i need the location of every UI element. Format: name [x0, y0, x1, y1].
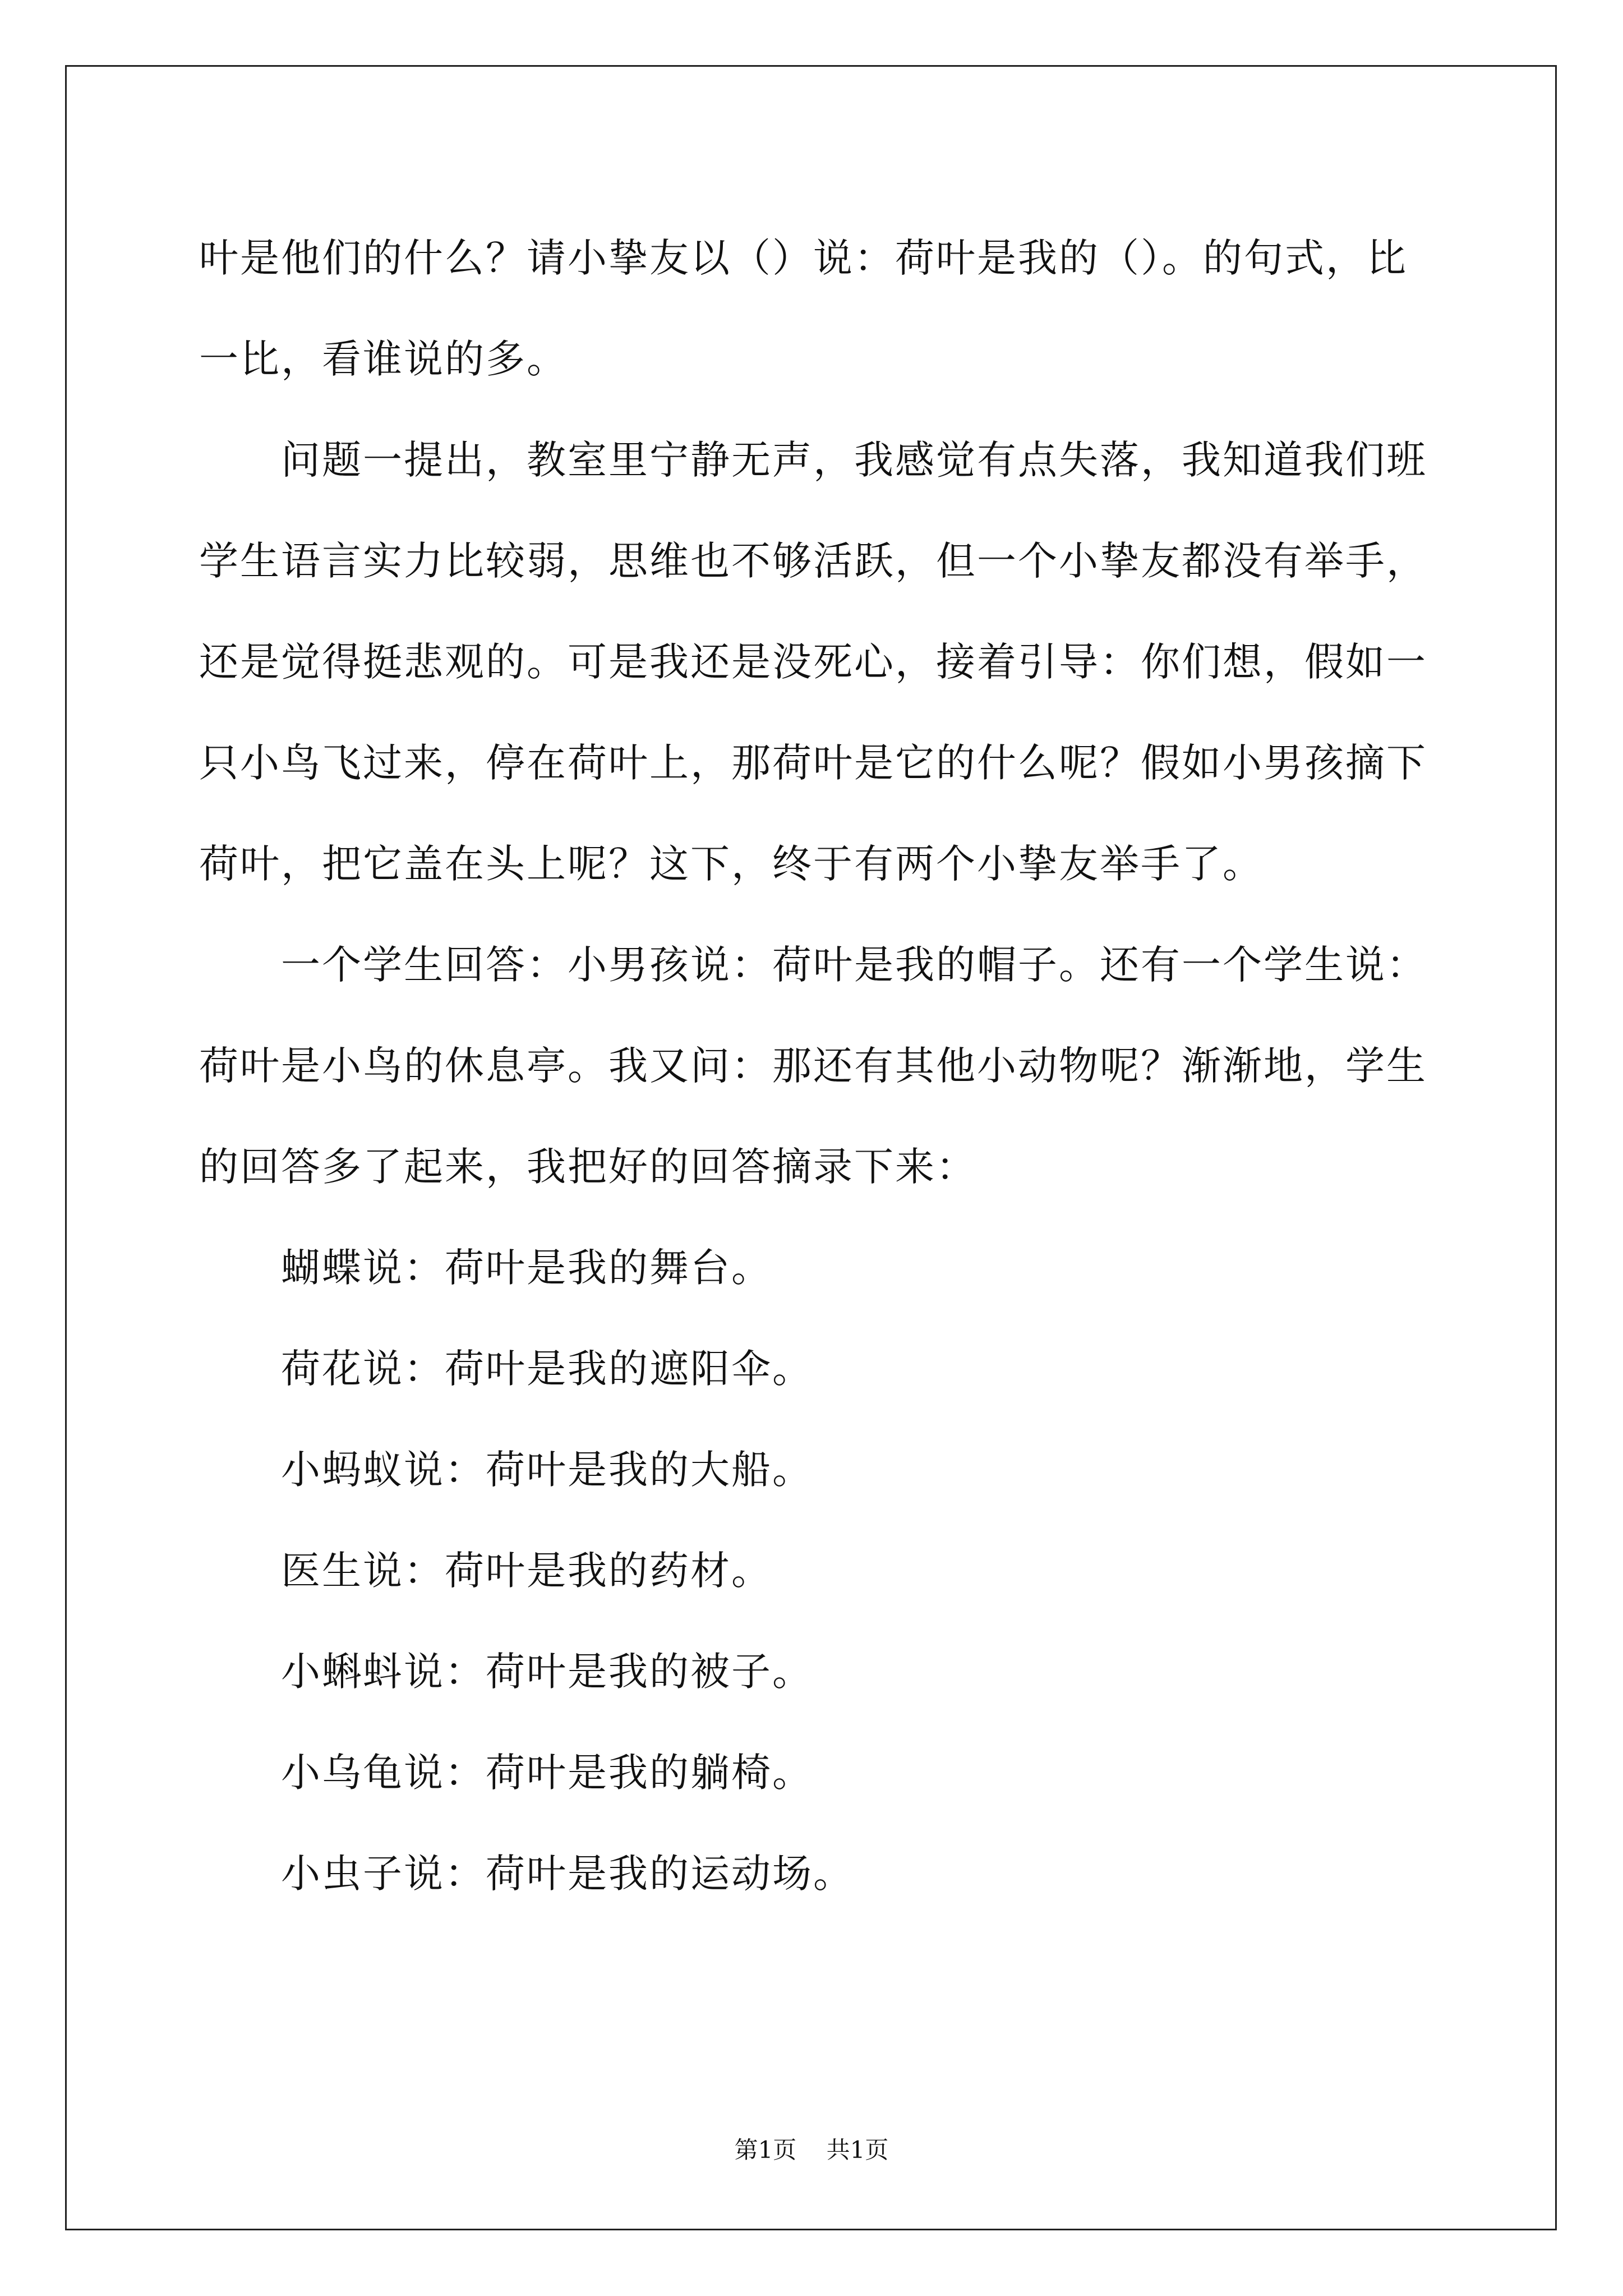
page-total: 共1页 — [826, 2136, 889, 2164]
paragraph-lotus-flower: 荷花说：荷叶是我的遮阳伞。 — [281, 1346, 813, 1392]
paragraph-3: 一个学生回答：小男孩说：荷叶是我的帽子。还有一个学生说：荷叶是小鸟的休息亭。我又问：那还有其他小动物呢？渐渐地，学生的回答多了起来，我把好的回答摘录下来： — [199, 942, 1427, 1190]
paragraph-1: 叶是他们的什么？请小挚友以（）说：荷叶是我的（）。的句式，比一比，看谁说的多。 — [199, 235, 1408, 382]
paragraph-2: 问题一提出，教室里宁静无声，我感觉有点失落，我知道我们班学生语言实力比较弱，思维也不够活跃，但一个小挚友都没有举手，还是觉得挺悲观的。可是我还是没死心，接着引导：你们想，假如一只小鸟飞过来，停在荷叶上，那荷叶是它的什么呢？假如小男孩摘下荷叶，把它盖在头上呢？这下，终于有两个小挚友举手了。 — [199, 437, 1427, 887]
paragraph-insect: 小虫子说：荷叶是我的运动场。 — [281, 1851, 854, 1897]
paragraph-doctor: 医生说：荷叶是我的药材。 — [281, 1548, 772, 1594]
paragraph-butterfly: 蝴蝶说：荷叶是我的舞台。 — [281, 1245, 772, 1291]
paragraph-turtle: 小乌龟说：荷叶是我的躺椅。 — [281, 1750, 813, 1796]
paragraph-tadpole: 小蝌蚪说：荷叶是我的被子。 — [281, 1649, 813, 1695]
document-body — [199, 208, 1427, 1924]
page-footer — [0, 2132, 1623, 2165]
page-number: 第1页 — [734, 2136, 797, 2164]
paragraph-ant: 小蚂蚁说：荷叶是我的大船。 — [281, 1447, 813, 1493]
